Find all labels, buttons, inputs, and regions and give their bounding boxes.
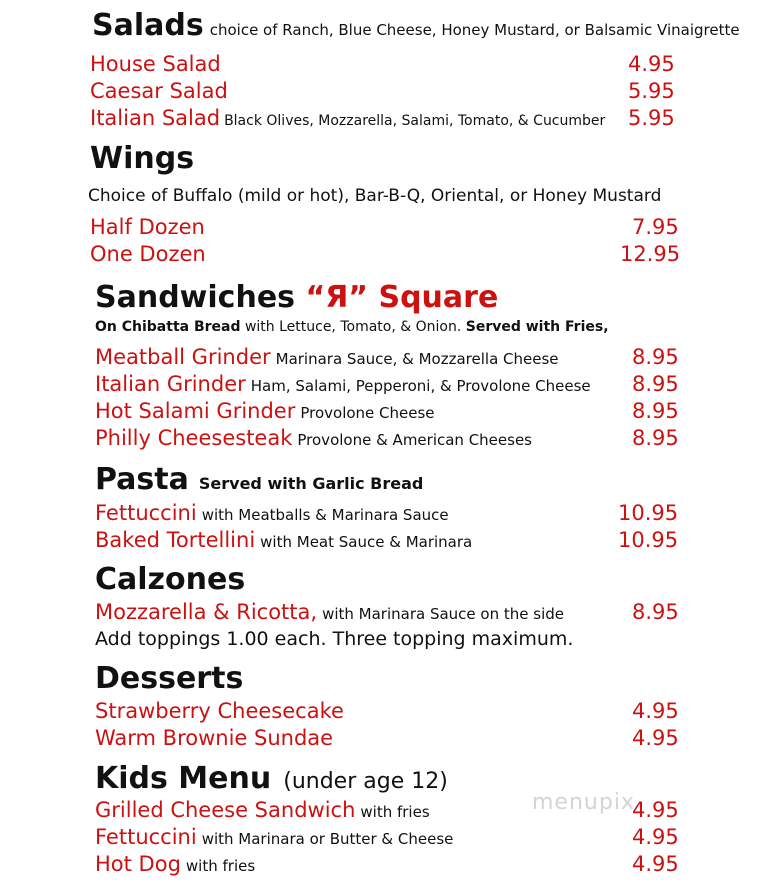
section-heading-calzones xyxy=(95,562,245,597)
item-description: Provolone & American Cheeses xyxy=(297,431,532,449)
item-description: with Marinara or Butter & Cheese xyxy=(201,830,454,848)
item-description: with Meat Sauce & Marinara xyxy=(260,533,473,551)
section-title: Pasta xyxy=(95,462,189,497)
menu-item xyxy=(95,600,564,624)
item-description: with fries xyxy=(185,857,256,875)
item-price: 8.95 xyxy=(632,600,679,624)
item-description: Provolone Cheese xyxy=(300,404,435,422)
menu-item xyxy=(95,399,435,423)
item-price: 10.95 xyxy=(618,501,679,525)
section-note xyxy=(95,319,609,335)
item-price: 4.95 xyxy=(628,52,675,76)
menu-item xyxy=(95,699,344,723)
section-title: Sandwiches xyxy=(95,280,296,315)
menu-item xyxy=(95,798,430,822)
section-heading-wings xyxy=(90,141,194,176)
menu-item xyxy=(90,52,221,76)
item-name: Hot Salami Grinder xyxy=(95,399,296,423)
section-note: Choice of Buffalo (mild or hot), Bar-B-Q, Oriental, or Honey Mustard xyxy=(88,186,662,206)
item-price: 8.95 xyxy=(632,372,679,396)
item-name: Warm Brownie Sundae xyxy=(95,726,334,750)
section-note: Served with Garlic Bread xyxy=(198,474,424,493)
section-heading-pasta xyxy=(95,462,423,497)
menu-item xyxy=(95,825,453,849)
note-plain: with Lettuce, Tomato, & Onion. xyxy=(240,319,466,335)
item-name: Hot Dog xyxy=(95,852,181,876)
item-price: 5.95 xyxy=(628,79,675,103)
item-name: Grilled Cheese Sandwich xyxy=(95,798,356,822)
item-price: 12.95 xyxy=(620,242,681,266)
menu-item xyxy=(95,528,472,552)
section-heading-kids xyxy=(95,761,448,796)
item-description: with Marinara Sauce on the side xyxy=(322,605,564,623)
menu-item xyxy=(95,501,449,525)
section-heading-sandwiches xyxy=(95,280,498,315)
menu-item xyxy=(90,242,206,266)
section-title-accent: “Я” Square xyxy=(305,280,499,315)
item-price: 4.95 xyxy=(632,726,679,750)
item-price: 8.95 xyxy=(632,426,679,450)
item-name: One Dozen xyxy=(90,242,206,266)
menu-item xyxy=(90,79,228,103)
section-title: Salads xyxy=(92,8,204,43)
item-description: Black Olives, Mozzarella, Salami, Tomato, & Cucumber xyxy=(224,113,606,129)
item-price: 4.95 xyxy=(632,825,679,849)
menu-item xyxy=(95,426,532,450)
section-title: Wings xyxy=(90,141,195,176)
menu-item xyxy=(95,345,559,369)
note-bold: Served with Fries, xyxy=(465,319,609,335)
menu-item xyxy=(95,852,255,876)
watermark-logo: menupix xyxy=(532,790,635,815)
item-price: 7.95 xyxy=(632,215,679,239)
section-title: Calzones xyxy=(95,562,246,597)
section-heading-salads xyxy=(92,8,740,43)
item-price: 5.95 xyxy=(628,106,675,130)
menu-item xyxy=(95,372,591,396)
item-price: 4.95 xyxy=(632,798,679,822)
item-name: Fettuccini xyxy=(95,501,197,525)
item-price: 4.95 xyxy=(632,852,679,876)
section-note: choice of Ranch, Blue Cheese, Honey Mustard, or Balsamic Vinaigrette xyxy=(209,21,740,39)
section-heading-desserts xyxy=(95,661,243,696)
item-price: 4.95 xyxy=(632,699,679,723)
menu-item xyxy=(90,215,205,239)
section-title: Desserts xyxy=(95,661,244,696)
item-name: Caesar Salad xyxy=(90,79,228,103)
item-name: Half Dozen xyxy=(90,215,205,239)
item-name: Meatball Grinder xyxy=(95,345,271,369)
item-name: Italian Salad xyxy=(90,106,221,130)
item-name: Baked Tortellini xyxy=(95,528,256,552)
item-name: Fettuccini xyxy=(95,825,197,849)
item-description: Ham, Salami, Pepperoni, & Provolone Cheese xyxy=(250,377,591,395)
section-note: (under age 12) xyxy=(283,769,448,794)
toppings-note: Add toppings 1.00 each. Three topping maximum. xyxy=(95,628,574,650)
section-title: Kids Menu xyxy=(95,761,272,796)
item-price: 10.95 xyxy=(618,528,679,552)
note-bold: On Chibatta Bread xyxy=(95,319,241,335)
item-price: 8.95 xyxy=(632,345,679,369)
item-price: 8.95 xyxy=(632,399,679,423)
item-description: with fries xyxy=(360,803,430,821)
menu-item xyxy=(90,106,605,130)
item-name: Italian Grinder xyxy=(95,372,246,396)
item-name: Strawberry Cheesecake xyxy=(95,699,344,723)
item-name: Philly Cheesesteak xyxy=(95,426,293,450)
item-name: House Salad xyxy=(90,52,221,76)
item-name: Mozzarella & Ricotta, xyxy=(95,600,318,624)
item-description: with Meatballs & Marinara Sauce xyxy=(201,506,449,524)
item-description: Marinara Sauce, & Mozzarella Cheese xyxy=(275,350,559,368)
menu-item xyxy=(95,726,333,750)
